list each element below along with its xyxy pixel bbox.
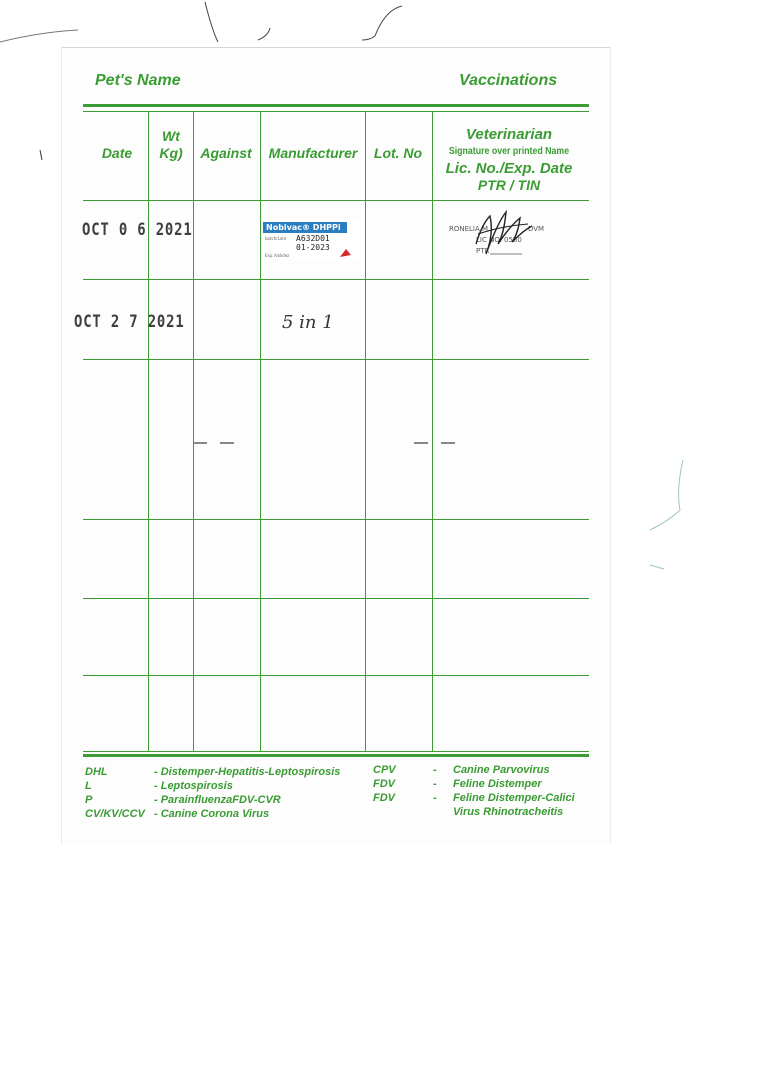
header-lot-no: Lot. No [373,145,423,161]
col-divider [432,112,433,751]
row-divider [83,598,589,599]
header-rule [83,104,589,107]
header-against: Against [200,145,252,161]
fold-mark [220,442,234,444]
legend-code: P [85,794,93,806]
sticker-exp-label: Exp./Validez [265,253,290,258]
legend-code: DHL [85,766,108,778]
fold-mark [193,442,207,444]
footer-rule-thick [83,754,589,757]
legend-desc: Canine Parvovirus [453,764,550,776]
col-divider [260,112,261,751]
legend-dash: - [433,792,437,804]
row-divider [83,675,589,676]
legend-desc: Virus Rhinotracheitis [453,806,564,818]
legend-desc: - Distemper-Hepatitis-Leptospirosis [154,766,341,778]
vet-lic-no: LIC NO. 0550 [476,236,522,244]
fold-mark [414,442,428,444]
legend-desc: - Leptospirosis [154,780,233,792]
sticker-batch-label: batch/Lote [265,236,287,241]
vaccine-sticker [262,221,360,259]
legend-code: FDV [373,792,395,804]
sticker-brand: Nobivac® DHPPi [263,222,347,233]
sticker-batch-value: A632D01 [296,234,330,243]
row-divider [83,519,589,520]
vet-dvm: DVM [528,225,545,233]
col-divider [193,112,194,751]
col-divider [365,112,366,751]
header-veterinarian [434,126,584,194]
vet-name-fragment: RONELIA M. [449,225,491,233]
header-wt-line2: Kg) [159,145,183,161]
fold-mark [441,442,455,444]
legend-code: CV/KV/CCV [85,808,145,820]
legend-dash: - [433,778,437,790]
vet-lic: Lic. No./Exp. Date [445,160,573,177]
date-stamp: OCT 0 6 2021 [82,220,193,240]
footer-rule [83,751,589,752]
legend-desc-left [154,765,340,821]
header-manufacturer: Manufacturer [268,145,358,161]
header-rule-thin [83,111,589,112]
header-wt-line1: Wt [162,128,180,144]
col-divider [148,112,149,751]
vet-ptr-value: PTR [476,247,490,255]
legend-desc: Feline Distemper [453,778,542,790]
legend-codes-right [373,763,396,805]
signature-icon [468,204,538,262]
legend-dash: - [433,764,437,776]
vet-ptr: PTR / TIN [477,177,541,193]
row-divider [83,279,589,280]
legend-code: FDV [373,778,395,790]
row-divider [83,200,589,201]
legend-code: CPV [373,764,396,776]
legend-desc: - ParainfluenzaFDV-CVR [154,794,281,806]
row-divider [83,359,589,360]
sticker-logo-icon [340,249,352,259]
legend-dashes-right [433,763,437,805]
vaccinations-label: Vaccinations [459,72,558,89]
date-stamp: OCT 2 7 2021 [74,312,185,332]
legend-code: L [85,780,92,792]
header-wt [152,128,190,162]
manufacturer-handwritten: 5 in 1 [282,312,334,333]
vet-title: Veterinarian [465,126,553,143]
legend-desc-right [453,763,575,819]
legend-desc: Feline Distemper-Calici [453,792,575,804]
sticker-exp-value: 01-2023 [296,243,330,252]
legend-codes-left [85,765,145,821]
legend-desc: - Canine Corona Virus [154,808,270,820]
header-date: Date [101,145,133,161]
pets-name-label: Pet's Name [95,72,181,89]
vet-subtitle: Signature over printed Name [448,146,570,157]
